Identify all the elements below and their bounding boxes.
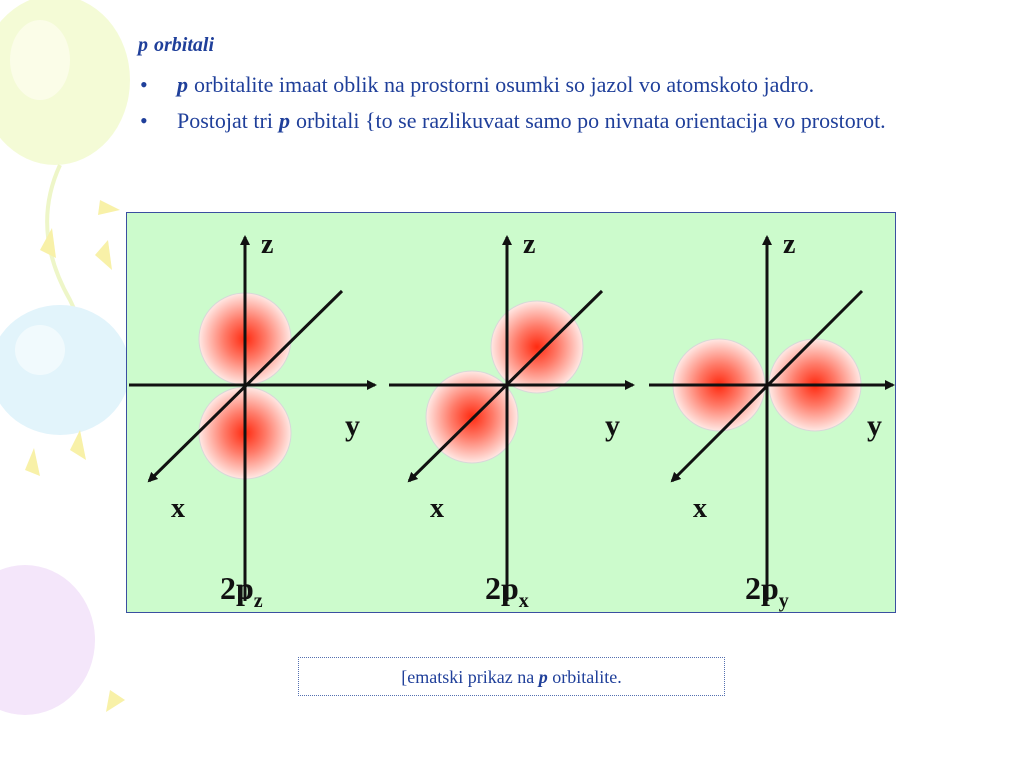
panel-2py bbox=[649, 229, 893, 612]
balloon-purple bbox=[0, 565, 95, 715]
z-axis-label: z bbox=[783, 229, 796, 260]
confetti bbox=[98, 200, 120, 215]
panel-2pz bbox=[129, 229, 375, 612]
bullet-marker: • bbox=[140, 108, 148, 133]
z-axis-label: z bbox=[261, 229, 274, 260]
heading-word: orbitali bbox=[154, 34, 215, 56]
p-orbitals-figure bbox=[126, 212, 896, 613]
y-axis-label: y bbox=[345, 409, 360, 442]
orbital-label: $2p_z$ bbox=[220, 570, 263, 612]
heading-letter: p bbox=[138, 34, 148, 56]
z-axis-label: z bbox=[523, 229, 536, 260]
caption-before: [ematski prikaz na bbox=[401, 667, 535, 687]
caption-letter: p bbox=[538, 667, 548, 687]
y-axis-label: y bbox=[605, 409, 620, 442]
slide-heading bbox=[138, 34, 214, 57]
balloon-blue-highlight bbox=[15, 325, 65, 375]
bullet-lead: Postojat tri bbox=[177, 108, 273, 133]
balloon-yellow-highlight bbox=[10, 20, 70, 100]
bullet-text: orbitali {to se razlikuvaat samo po nivnata orientacija vo prostorot. bbox=[295, 108, 886, 133]
x-axis-label: x bbox=[693, 493, 707, 524]
bullet-item bbox=[140, 68, 940, 101]
orbital-label: $2p_x$ bbox=[485, 570, 529, 612]
bullet-list bbox=[140, 68, 940, 140]
orbital-label: $2p_y$ bbox=[745, 570, 789, 612]
y-axis-label: y bbox=[867, 409, 882, 442]
bullet-letter: p bbox=[278, 108, 290, 133]
confetti bbox=[25, 448, 40, 476]
balloon-blue bbox=[0, 305, 130, 435]
bullet-letter: p bbox=[177, 72, 188, 97]
x-axis-label: x bbox=[171, 493, 185, 524]
bullet-text: orbitalite imaat oblik na prostorni osumki so jazol vo atomskoto jadro. bbox=[194, 72, 815, 97]
caption-after: orbitalite. bbox=[552, 667, 622, 687]
orbitals-diagram bbox=[127, 213, 897, 614]
confetti bbox=[70, 430, 86, 460]
bullet-item bbox=[140, 104, 940, 137]
x-axis-label: x bbox=[430, 493, 444, 524]
confetti bbox=[95, 240, 112, 270]
confetti bbox=[106, 690, 125, 712]
panel-2px bbox=[389, 229, 633, 612]
figure-caption bbox=[298, 657, 725, 696]
orbital-lobe bbox=[491, 301, 583, 393]
bullet-marker: • bbox=[140, 72, 148, 97]
